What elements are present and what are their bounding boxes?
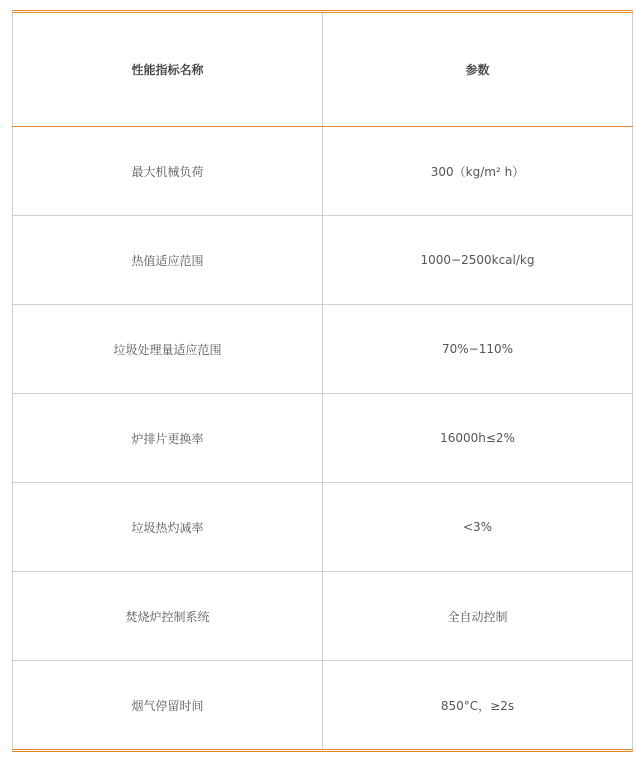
- indicator-name-cell: 垃圾热灼减率: [13, 483, 323, 572]
- parameter-value-cell: 300（kg/m² h）: [323, 127, 633, 216]
- parameter-value-cell: <3%: [323, 483, 633, 572]
- spec-table: [12, 10, 633, 752]
- indicator-name-cell: 垃圾处理量适应范围: [13, 305, 323, 394]
- parameter-value-cell: 16000h≤2%: [323, 394, 633, 483]
- table-row: [13, 483, 633, 572]
- table-header-row: [13, 12, 633, 127]
- parameter-value-cell: 850°C，≥2s: [323, 661, 633, 751]
- table-row: [13, 572, 633, 661]
- table-row: [13, 394, 633, 483]
- indicator-name-cell: 炉排片更换率: [13, 394, 323, 483]
- parameter-value-cell: 70%−110%: [323, 305, 633, 394]
- table-row: [13, 661, 633, 751]
- indicator-name-cell: 热值适应范围: [13, 216, 323, 305]
- parameter-value-cell: 1000−2500kcal/kg: [323, 216, 633, 305]
- indicator-name-cell: 焚烧炉控制系统: [13, 572, 323, 661]
- table-row: [13, 127, 633, 216]
- parameter-value-cell: 全自动控制: [323, 572, 633, 661]
- table-row: [13, 216, 633, 305]
- table-row: [13, 305, 633, 394]
- indicator-name-cell: 烟气停留时间: [13, 661, 323, 751]
- header-indicator-name: 性能指标名称: [13, 12, 323, 127]
- header-parameter: 参数: [323, 12, 633, 127]
- indicator-name-cell: 最大机械负荷: [13, 127, 323, 216]
